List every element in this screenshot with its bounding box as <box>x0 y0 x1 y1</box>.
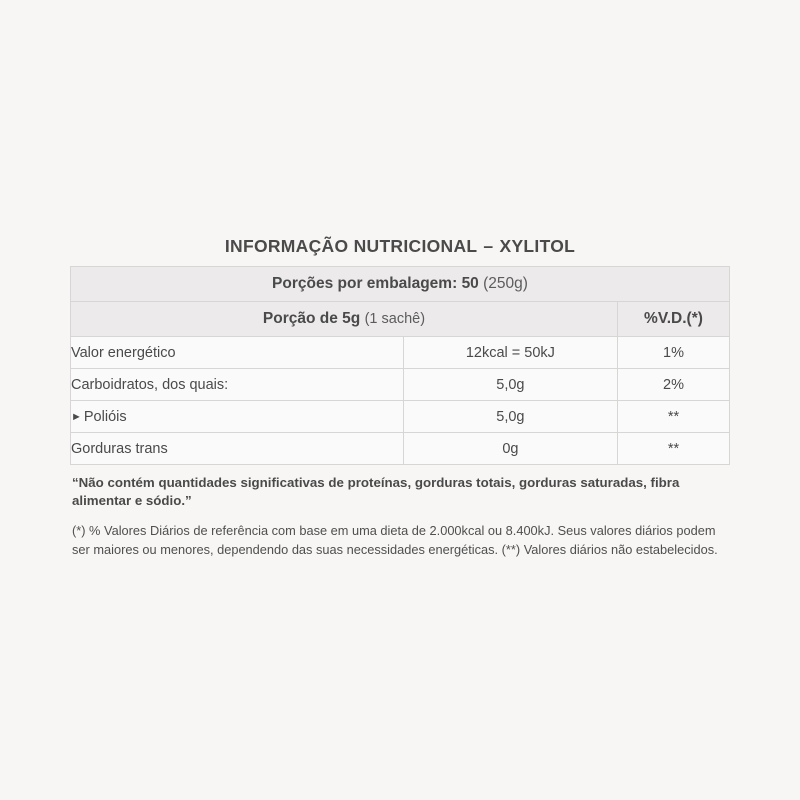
nutrient-name-sub <box>71 401 404 433</box>
disclaimer-daily-values: (*) % Valores Diários de referência com base em uma dieta de 2.000kcal ou 8.400kJ. Seus valores diários podem ser maiores ou menores, dependendo das suas necessidades energéticas. (**) Valores diários não estabelecidos. <box>72 523 718 557</box>
table-row-portion-header <box>71 302 730 337</box>
nutrient-name: Gorduras trans <box>71 433 404 465</box>
servings-value: 50 <box>461 275 479 292</box>
nutrient-value: 12kcal = 50kJ <box>403 337 617 369</box>
nutrition-title-dash: – <box>483 236 494 256</box>
nutrient-name: Valor energético <box>71 337 404 369</box>
table-row <box>71 401 730 433</box>
nutrient-name: Carboidratos, dos quais: <box>71 369 404 401</box>
nutrient-value: 5,0g <box>403 401 617 433</box>
servings-label: Porções por embalagem: <box>272 275 458 292</box>
nutrition-title-main: INFORMAÇÃO NUTRICIONAL <box>224 236 478 256</box>
nutrient-vd: ** <box>617 433 729 465</box>
nutrient-vd: 1% <box>617 337 729 369</box>
vd-header-cell: %V.D.(*) <box>617 302 729 337</box>
table-row <box>71 369 730 401</box>
table-row-servings <box>71 267 730 302</box>
portion-label: Porção de 5g <box>262 310 361 327</box>
table-row <box>71 433 730 465</box>
portion-cell <box>71 302 618 337</box>
servings-cell <box>71 267 730 302</box>
table-row <box>71 337 730 369</box>
servings-weight: (250g) <box>483 275 528 292</box>
nutrition-facts-panel <box>70 236 730 559</box>
nutrient-vd: ** <box>617 401 729 433</box>
triangle-right-icon: ► <box>71 410 82 423</box>
nutrient-value: 5,0g <box>403 369 617 401</box>
nutrition-title <box>70 236 730 266</box>
nutrient-name: Polióis <box>83 408 127 425</box>
disclaimer-bold: “Não contém quantidades significativas de proteínas, gorduras totais, gorduras saturadas, fibra alimentar e sódio.” <box>72 475 680 508</box>
nutrition-title-product: XYLITOL <box>499 236 576 256</box>
nutrient-value: 0g <box>403 433 617 465</box>
nutrient-vd: 2% <box>617 369 729 401</box>
portion-sub: (1 sachê) <box>364 311 426 327</box>
nutrition-table <box>70 266 730 465</box>
